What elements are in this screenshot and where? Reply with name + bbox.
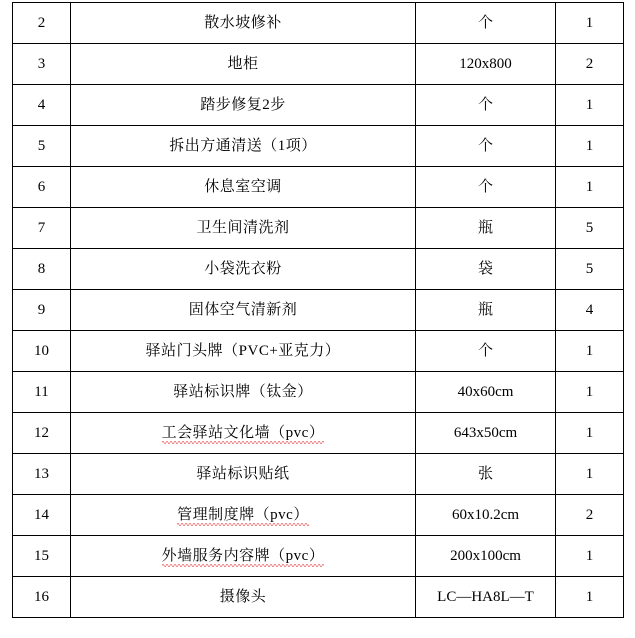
cell-no: 16 <box>13 577 71 618</box>
table-row <box>13 3 624 44</box>
cell-qty: 1 <box>556 454 624 495</box>
cell-qty: 1 <box>556 331 624 372</box>
cell-qty: 2 <box>556 495 624 536</box>
cell-no: 9 <box>13 290 71 331</box>
cell-name: 踏步修复2步 <box>71 85 416 126</box>
cell-name: 卫生间清洗剂 <box>71 208 416 249</box>
cell-no: 2 <box>13 3 71 44</box>
cell-no: 3 <box>13 44 71 85</box>
table-row <box>13 331 624 372</box>
cell-spec: 643x50cm <box>416 413 556 454</box>
cell-spec: LC—HA8L—T <box>416 577 556 618</box>
cell-qty: 2 <box>556 44 624 85</box>
cell-no: 5 <box>13 126 71 167</box>
cell-spec: 个 <box>416 3 556 44</box>
cell-name: 摄像头 <box>71 577 416 618</box>
table-row <box>13 167 624 208</box>
cell-qty: 1 <box>556 577 624 618</box>
cell-spec: 200x100cm <box>416 536 556 577</box>
cell-no: 11 <box>13 372 71 413</box>
cell-qty: 4 <box>556 290 624 331</box>
cell-spec: 瓶 <box>416 290 556 331</box>
cell-no: 7 <box>13 208 71 249</box>
table-row <box>13 454 624 495</box>
cell-spec: 个 <box>416 167 556 208</box>
cell-spec: 瓶 <box>416 208 556 249</box>
cell-qty: 1 <box>556 126 624 167</box>
cell-name: 驿站门头牌（PVC+亚克力） <box>71 331 416 372</box>
cell-name: 固体空气清新剂 <box>71 290 416 331</box>
items-table-body <box>13 3 624 618</box>
cell-no: 14 <box>13 495 71 536</box>
cell-name-text: 工会驿站文化墙（pvc） <box>161 424 325 441</box>
cell-name: 驿站标识牌（钛金） <box>71 372 416 413</box>
table-row <box>13 413 624 454</box>
cell-qty: 1 <box>556 536 624 577</box>
cell-no: 10 <box>13 331 71 372</box>
items-table <box>12 2 624 618</box>
table-row <box>13 85 624 126</box>
cell-no: 15 <box>13 536 71 577</box>
cell-name: 拆出方通清送（1项） <box>71 126 416 167</box>
cell-qty: 1 <box>556 372 624 413</box>
cell-spec: 袋 <box>416 249 556 290</box>
cell-name <box>71 536 416 577</box>
cell-spec: 120x800 <box>416 44 556 85</box>
cell-no: 13 <box>13 454 71 495</box>
table-row <box>13 249 624 290</box>
cell-spec: 张 <box>416 454 556 495</box>
cell-name <box>71 413 416 454</box>
table-row <box>13 495 624 536</box>
cell-qty: 1 <box>556 413 624 454</box>
table-row <box>13 208 624 249</box>
cell-qty: 5 <box>556 249 624 290</box>
cell-name-text: 外墙服务内容牌（pvc） <box>161 547 325 564</box>
cell-qty: 1 <box>556 3 624 44</box>
cell-qty: 1 <box>556 167 624 208</box>
cell-spec: 个 <box>416 126 556 167</box>
cell-name: 散水坡修补 <box>71 3 416 44</box>
cell-spec: 40x60cm <box>416 372 556 413</box>
table-row <box>13 290 624 331</box>
cell-no: 12 <box>13 413 71 454</box>
cell-name <box>71 495 416 536</box>
cell-name: 地柜 <box>71 44 416 85</box>
cell-spec: 60x10.2cm <box>416 495 556 536</box>
cell-no: 4 <box>13 85 71 126</box>
document-page <box>0 2 635 638</box>
table-row <box>13 536 624 577</box>
table-row <box>13 577 624 618</box>
cell-name-text: 管理制度牌（pvc） <box>177 506 309 523</box>
cell-name: 驿站标识贴纸 <box>71 454 416 495</box>
cell-no: 8 <box>13 249 71 290</box>
cell-qty: 1 <box>556 85 624 126</box>
cell-name: 休息室空调 <box>71 167 416 208</box>
table-row <box>13 372 624 413</box>
cell-spec: 个 <box>416 85 556 126</box>
cell-spec: 个 <box>416 331 556 372</box>
cell-name: 小袋洗衣粉 <box>71 249 416 290</box>
cell-qty: 5 <box>556 208 624 249</box>
table-row <box>13 44 624 85</box>
cell-no: 6 <box>13 167 71 208</box>
table-row <box>13 126 624 167</box>
